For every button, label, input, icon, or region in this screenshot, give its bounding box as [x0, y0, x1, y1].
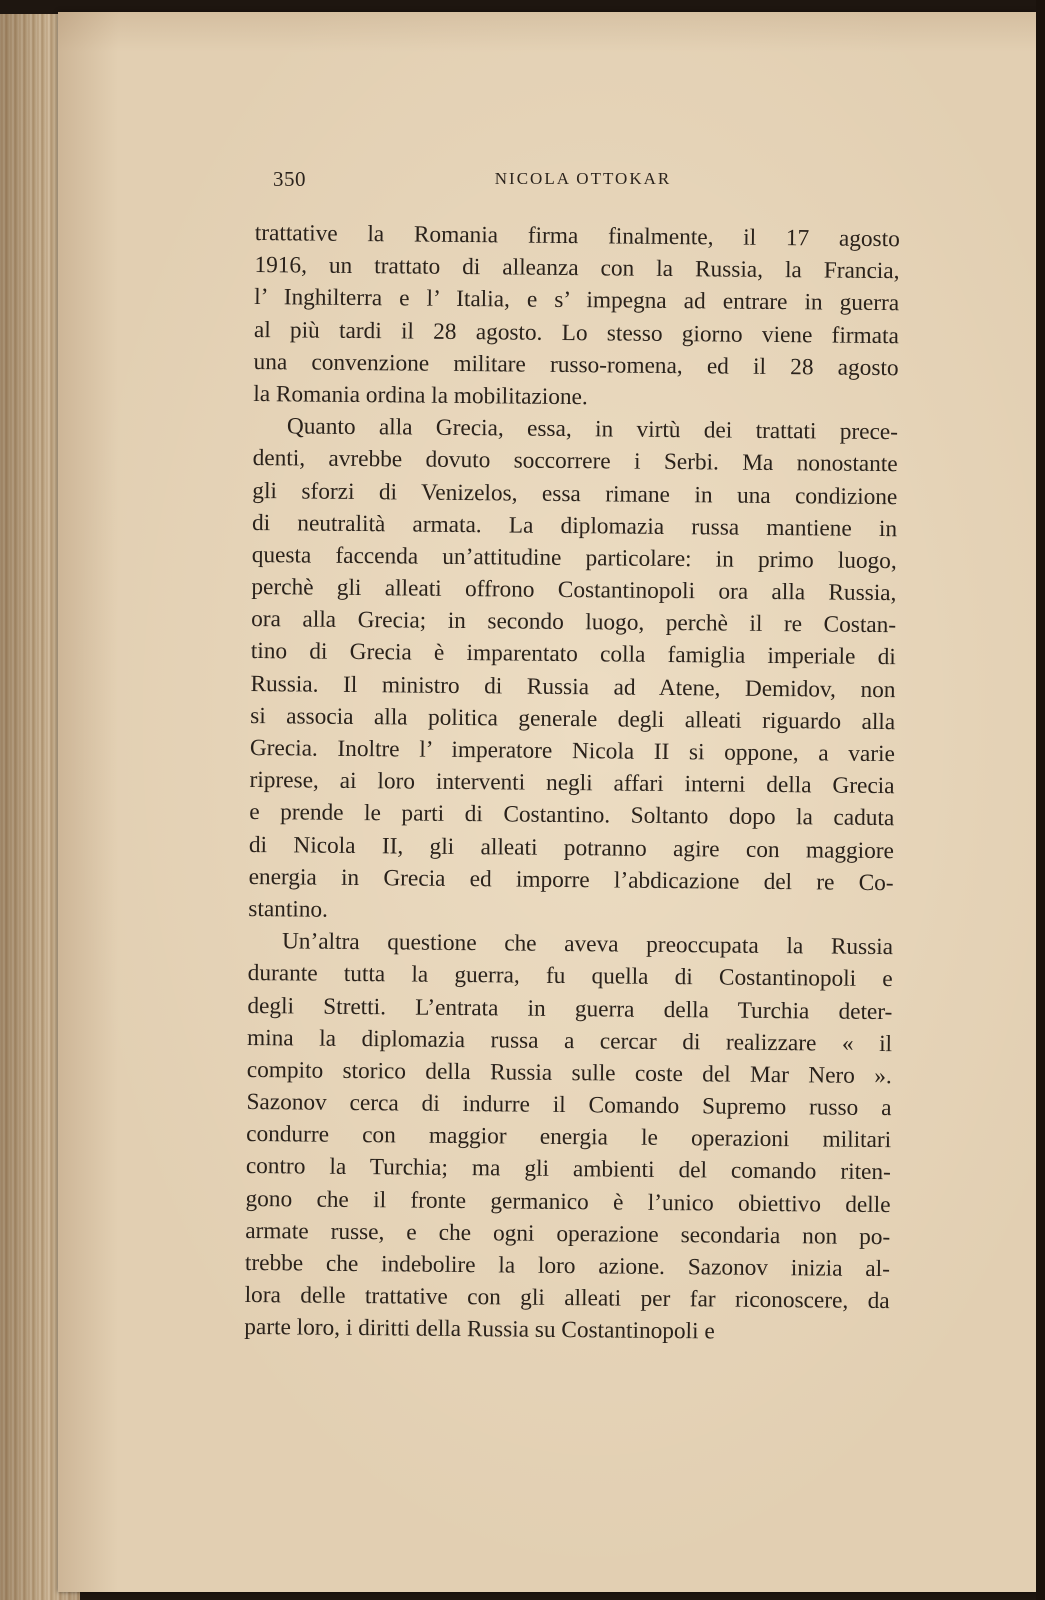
text-line: mina la diplomazia russa a cercar di realizzare « il [246, 1024, 893, 1057]
text-line: parte loro, i diritti della Russia su Costantinopoli e [244, 1314, 715, 1345]
text-line: Sazonov cerca di indurre il Comando Supremo russo a [246, 1089, 892, 1122]
text-line: lora delle trattative con gli alleati per far riconoscere, da [244, 1282, 890, 1315]
text-line: Un’altra questione che aveva preoccupata la Russia [281, 928, 894, 961]
paragraph [248, 410, 898, 931]
text-line: energia in Grecia ed imporre l’abdicazione del re Co- [248, 863, 894, 896]
text-line: una convenzione militare russo-romena, ed il 28 agosto [253, 348, 899, 381]
text-line: gono che il fronte germanico è l’unico obiettivo delle [245, 1185, 891, 1218]
text-line: Russia. Il ministro di Russia ad Atene, Demidov, non [250, 670, 896, 703]
book-page [58, 12, 1036, 1592]
text-line: stantino. [248, 895, 329, 923]
body-text [244, 217, 900, 1350]
text-line: compito storico della Russia sulle coste del Mar Nero ». [246, 1056, 892, 1090]
text-line: trattative la Romania firma finalmente, il 17 agosto [254, 219, 900, 253]
running-head [273, 167, 893, 195]
text-line: gli sforzi di Venizelos, essa rimane in una condizione [252, 477, 898, 510]
text-line: l’ Inghilterra e l’ Italia, e s’ impegna ad entrare in guerra [254, 284, 900, 317]
scan-border [1036, 0, 1045, 1600]
text-line: riprese, ai loro interventi negli affari interni della Grecia [249, 767, 895, 800]
paragraph [244, 925, 893, 1350]
text-line: di neutralità armata. La diplomazia russa mantiene in [251, 509, 898, 542]
text-line: questa faccenda un’attitudine particolare: in primo luogo, [251, 541, 897, 575]
text-line: si associa alla politica generale degli alleati riguardo alla [250, 702, 896, 735]
text-line: durante tutta la guerra, fu quella di Costantinopoli e [247, 960, 893, 993]
text-line: Quanto alla Grecia, essa, in virtù dei trattati prece- [286, 413, 899, 446]
text-line: ora alla Grecia; in secondo luogo, perchè il re Costan- [251, 606, 897, 639]
text-line: 1916, un trattato di alleanza con la Russia, la Francia, [254, 252, 900, 285]
text-line: condurre con maggior energia le operazioni militari [246, 1121, 892, 1154]
text-line: perchè gli alleati offrono Costantinopoli ora alla Russia, [251, 574, 897, 607]
text-line: degli Stretti. L’entrata in guerra della Turchia deter- [247, 992, 893, 1025]
text-line: al più tardi il 28 agosto. Lo stesso giorno viene firmata [253, 316, 900, 349]
text-line: la Romania ordina la mobilitazione. [253, 380, 588, 411]
text-line: armate russe, e che ogni operazione secondaria non po- [245, 1217, 891, 1250]
text-line: Grecia. Inoltre l’ imperatore Nicola II si oppone, a varie [249, 734, 895, 768]
paragraph [253, 217, 900, 416]
running-title: NICOLA OTTOKAR [494, 169, 672, 188]
text-line: contro la Turchia; ma gli ambienti del comando riten- [245, 1153, 891, 1186]
page-number: 350 [273, 167, 306, 191]
text-line: trebbe che indebolire la loro azione. Sazonov inizia al- [244, 1249, 891, 1283]
text-line: tino di Grecia è imparentato colla famiglia imperiale di [250, 638, 896, 671]
text-line: e prende le parti di Costantino. Soltanto dopo la caduta [249, 799, 895, 832]
text-line: di Nicola II, gli alleati potranno agire con maggiore [248, 831, 895, 864]
text-line: denti, avrebbe dovuto soccorrere i Serbi. Ma nonostante [252, 445, 898, 478]
